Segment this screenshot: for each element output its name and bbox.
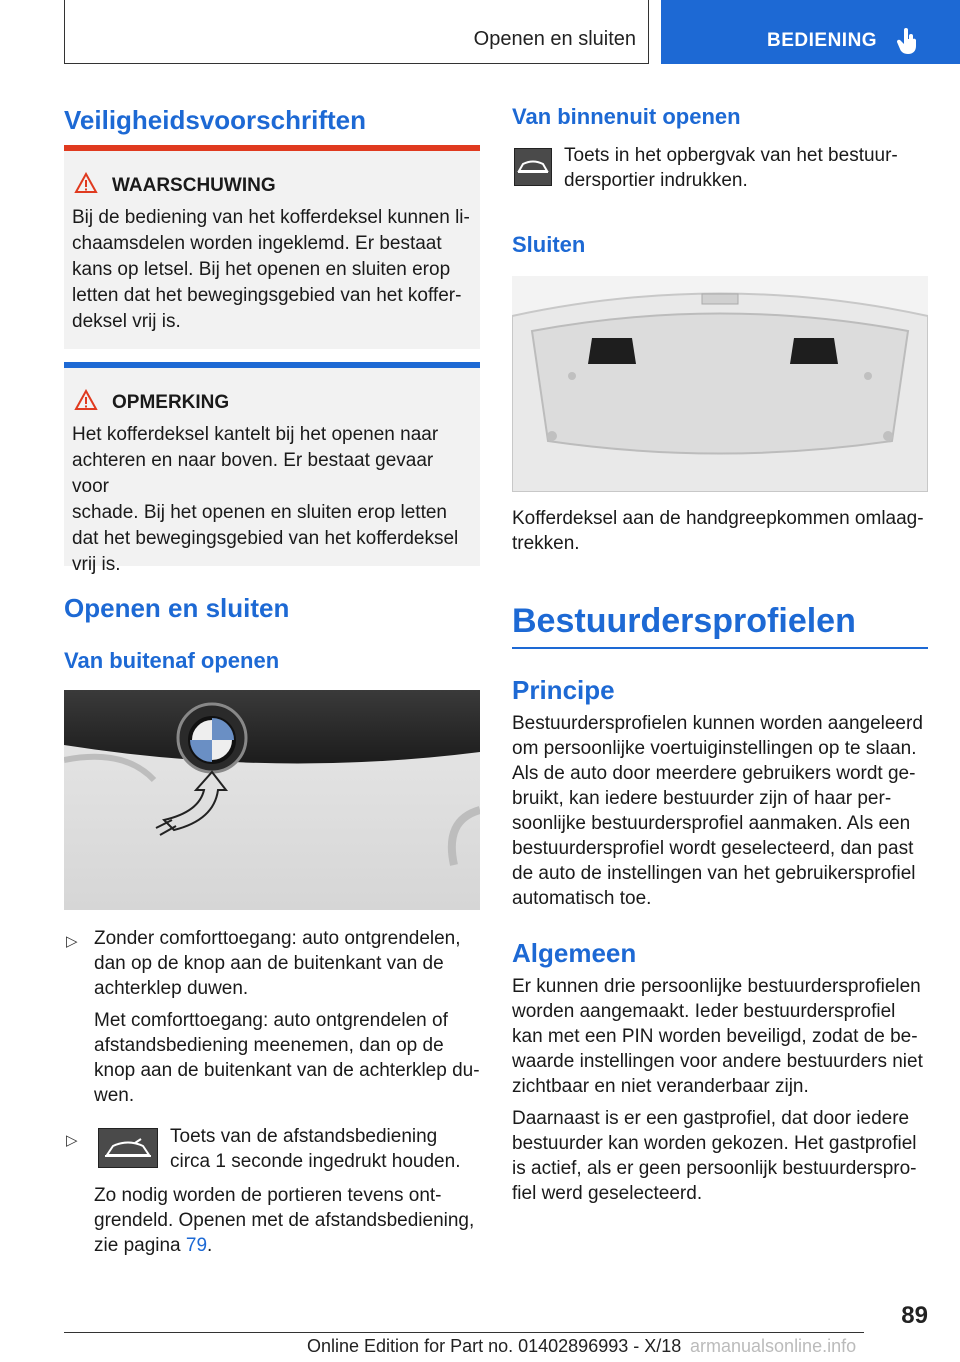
bullet-marker: ▷: [66, 1132, 78, 1149]
page-link[interactable]: 79: [185, 1235, 208, 1256]
general-text: [512, 974, 928, 1206]
warning-callout: [64, 145, 480, 349]
text-line: om persoonlijke voertuiginstellingen op te slaan.: [512, 738, 917, 759]
page-number: 89: [901, 1302, 928, 1329]
trunk-lid-inside-photo: [512, 276, 928, 492]
text-line: afstandsbediening meenemen, dan op de: [94, 1035, 444, 1056]
text-line: Bestuurdersprofielen kunnen worden aangeleerd: [512, 713, 923, 734]
text-line: Er kunnen drie persoonlijke bestuurdersprofielen: [512, 976, 921, 997]
text-line: grendeld. Openen met de afstandsbediening,: [94, 1210, 475, 1231]
text-line: Met comforttoegang: auto ontgrendelen of: [94, 1010, 448, 1031]
warning-title: WAARSCHUWING: [112, 175, 276, 196]
note-bar: [64, 362, 480, 368]
bullet-remote-note: [94, 1183, 480, 1258]
heading-open-outside: Van buitenaf openen: [64, 648, 280, 673]
text-line: bruikt, kan iedere bestuurder zijn of haar per-: [512, 788, 892, 809]
footer-edition: Online Edition for Part no. 01402896993 - X/18: [307, 1336, 682, 1356]
warning-line: Bij de bediening van het kofferdeksel kunnen li-: [72, 207, 470, 228]
text-line: dersportier indrukken.: [564, 170, 748, 191]
text-line: Als de auto door meerdere gebruikers wordt ge-: [512, 763, 916, 784]
note-line: achteren en naar boven. Er bestaat gevaar voor: [72, 450, 434, 497]
hand-pointer-icon: [897, 28, 917, 54]
bullet-marker: ▷: [66, 933, 78, 950]
warning-line: letten dat het bewegingsgebied van het koffer-: [72, 285, 462, 306]
note-line: vrij is.: [72, 554, 121, 575]
warning-triangle-icon: [74, 172, 98, 194]
text-line: bestuurdersprofiel wordt geselecteerd, dan past: [512, 838, 914, 859]
text-line: dan op de knop aan de buitenkant van de: [94, 953, 444, 974]
heading-open-inside: Van binnenuit openen: [512, 104, 741, 129]
warning-triangle-icon: [74, 389, 98, 411]
note-title: OPMERKING: [112, 392, 230, 413]
inside-open-text: [564, 143, 928, 193]
text-line: knop aan de buitenkant van de achterklep du-: [94, 1060, 480, 1081]
page-ref-prefix: zie pagina: [94, 1235, 186, 1256]
note-line: dat het bewegingsgebied van het kofferdeksel: [72, 528, 459, 549]
note-text: [72, 422, 472, 578]
text-line: achterklep duwen.: [94, 978, 249, 999]
text-line: Kofferdeksel aan de handgreepkommen omlaag-: [512, 508, 924, 529]
bullet-remote-key: [170, 1124, 480, 1174]
text-line: Zo nodig worden de portieren tevens ont-: [94, 1185, 442, 1206]
text-line: Toets in het opbergvak van het bestuur-: [564, 145, 898, 166]
text-line: automatisch toe.: [512, 888, 652, 909]
text-line: wen.: [94, 1085, 135, 1106]
warning-line: deksel vrij is.: [72, 311, 181, 332]
header-chapter-tab[interactable]: [661, 0, 960, 64]
text-line: trekken.: [512, 533, 580, 554]
text-line: is actief, als er geen persoonlijk bestuurderspro-: [512, 1158, 917, 1179]
heading-open-close: Openen en sluiten: [64, 593, 290, 623]
warning-bar: [64, 145, 480, 151]
text-line: fiel werd geselecteerd.: [512, 1183, 703, 1204]
footer-rule: [64, 1332, 864, 1333]
bullet-comfort-access: [94, 926, 480, 1108]
text-line: Zonder comforttoegang: auto ontgrendelen,: [94, 928, 461, 949]
text-line: Toets van de afstandsbediening: [170, 1126, 438, 1147]
note-callout: [64, 362, 480, 575]
text-line: zichtbaar en niet veranderbaar zijn.: [512, 1076, 809, 1097]
note-line: schade. Bij het openen en sluiten erop letten: [72, 502, 447, 523]
heading-general: Algemeen: [512, 938, 637, 968]
header-section-box: [64, 0, 649, 64]
text-line: waarde instellingen voor andere bestuurders niet: [512, 1051, 923, 1072]
header-section-title: Openen en sluiten: [473, 28, 636, 50]
text-line: de auto de instellingen van het gebruikersprofiel: [512, 863, 916, 884]
text-line: circa 1 seconde ingedrukt houden.: [170, 1151, 461, 1172]
text-line: kan met een PIN worden beveiligd, zodat de be-: [512, 1026, 918, 1047]
heading-driver-profiles: Bestuurdersprofielen: [512, 602, 856, 640]
trunk-button-photo: [64, 690, 480, 910]
text-line: Daarnaast is er een gastprofiel, dat door iedere: [512, 1108, 910, 1129]
header-chapter-label: BEDIENING: [767, 30, 878, 51]
close-text: [512, 506, 928, 556]
page-ref-suffix: .: [207, 1235, 213, 1256]
car-trunk-key-icon: [98, 1128, 158, 1168]
warning-line: chaamsdelen worden ingeklemd. Er bestaat: [72, 233, 442, 254]
heading-close: Sluiten: [512, 232, 586, 257]
text-line: soonlijke bestuurdersprofiel aanmaken. Als een: [512, 813, 911, 834]
warning-line: kans op letsel. Bij het openen en sluiten erop: [72, 259, 451, 280]
text-line: bestuurder kan worden gekozen. Het gastprofiel: [512, 1133, 917, 1154]
heading-rule: [512, 647, 928, 649]
car-trunk-button-icon: [514, 148, 552, 186]
note-line: Het kofferdeksel kantelt bij het openen naar: [72, 424, 439, 445]
text-line: worden aangemaakt. Ieder bestuurdersprofiel: [512, 1001, 896, 1022]
principle-text: [512, 711, 928, 911]
heading-principle: Principe: [512, 675, 615, 705]
footer-watermark: armanualsonline.info: [690, 1336, 857, 1356]
warning-text: [72, 205, 472, 335]
heading-safety: Veiligheidsvoorschriften: [64, 105, 366, 135]
